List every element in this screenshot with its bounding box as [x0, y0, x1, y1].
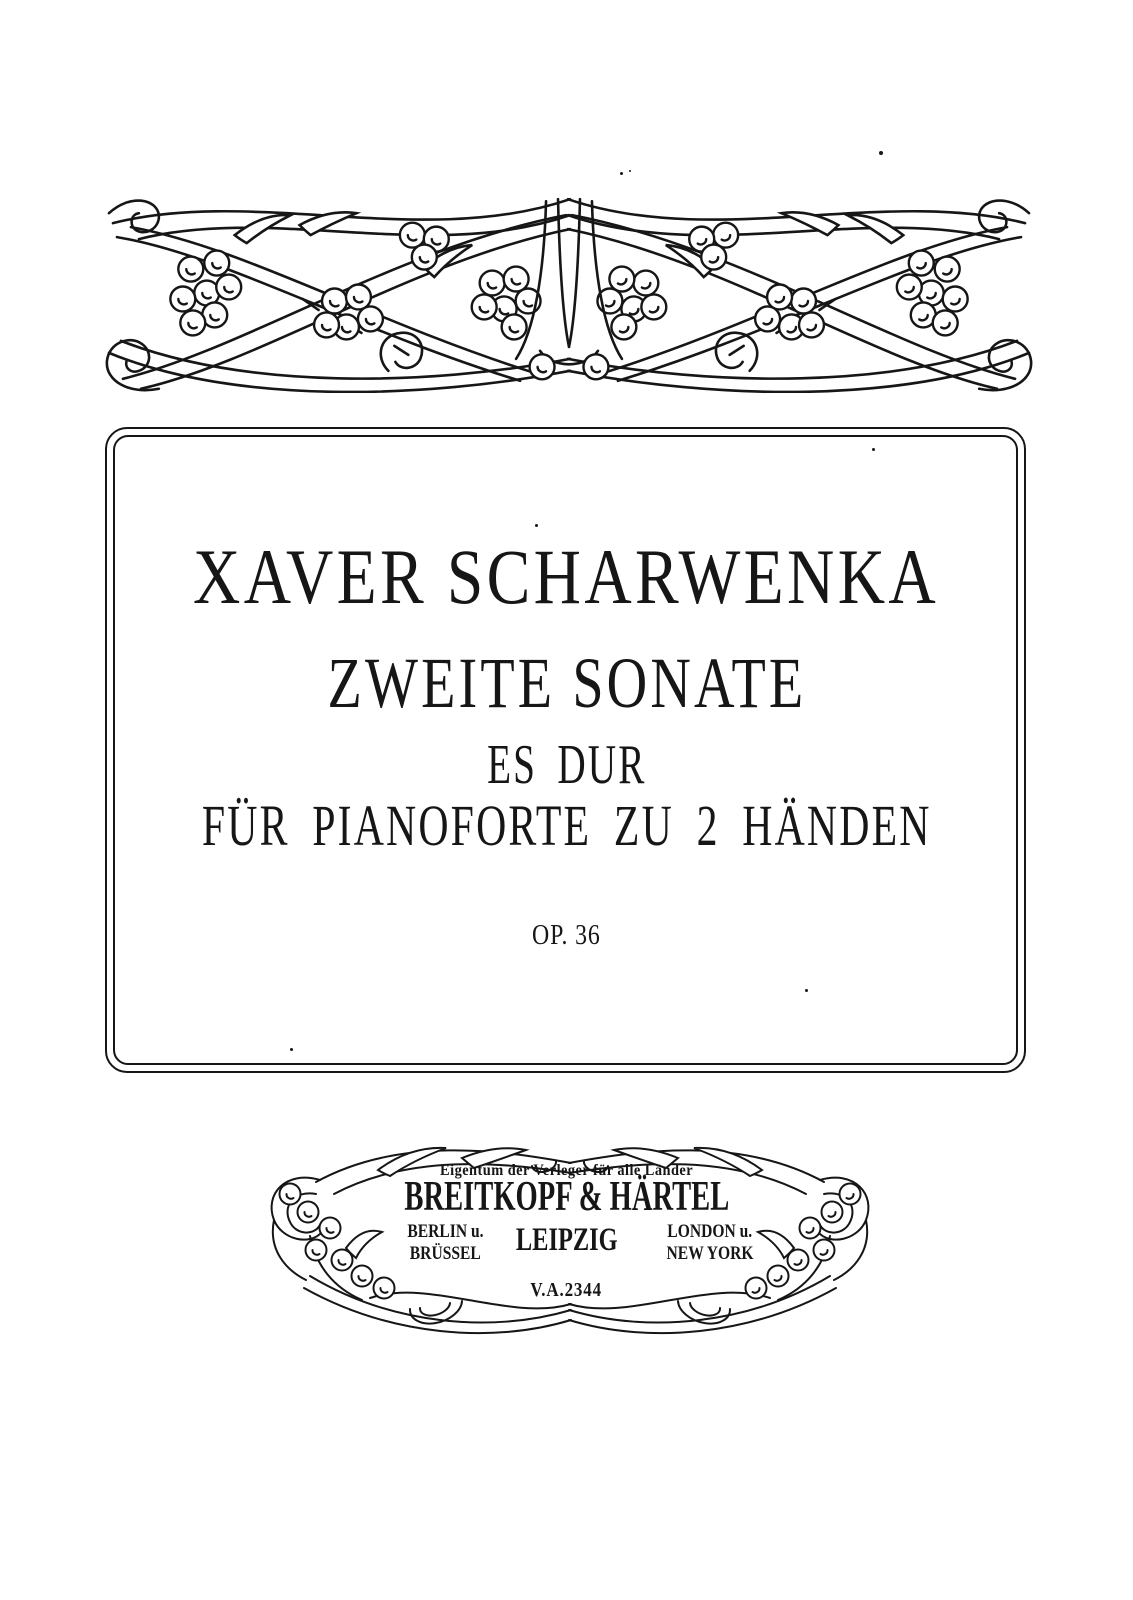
- city-newyork: NEW YORK: [666, 1243, 754, 1265]
- instrumentation: FÜR PIANOFORTE ZU 2 HÄNDEN: [201, 793, 932, 858]
- ink-speck: [872, 448, 875, 451]
- city-london: LONDON u.: [667, 1221, 753, 1242]
- work-title: ZWEITE SONATE: [327, 643, 806, 723]
- opus-number: OP. 36: [532, 920, 601, 951]
- ink-speck: [629, 170, 631, 172]
- city-leipzig: LEIPZIG: [515, 1222, 618, 1258]
- ink-speck: [879, 151, 883, 155]
- ink-speck: [290, 1048, 293, 1051]
- city-bruessel: BRÜSSEL: [409, 1243, 481, 1265]
- composer-name: XAVER SCHARWENKA: [193, 533, 940, 620]
- ink-speck: [805, 989, 808, 992]
- ink-speck: [620, 172, 623, 175]
- publisher-name: BREITKOPF & HÄRTEL: [404, 1174, 729, 1220]
- city-london-newyork: [645, 1221, 775, 1266]
- plate-number: V.A.2344: [530, 1279, 603, 1301]
- key-title: ES DUR: [486, 734, 647, 796]
- floral-banner-ornament: [95, 183, 1043, 393]
- rights-notice: Eigentum der Verleger für alle Länder: [439, 1162, 694, 1179]
- ink-speck: [535, 524, 538, 527]
- city-berlin: BERLIN u.: [406, 1221, 484, 1242]
